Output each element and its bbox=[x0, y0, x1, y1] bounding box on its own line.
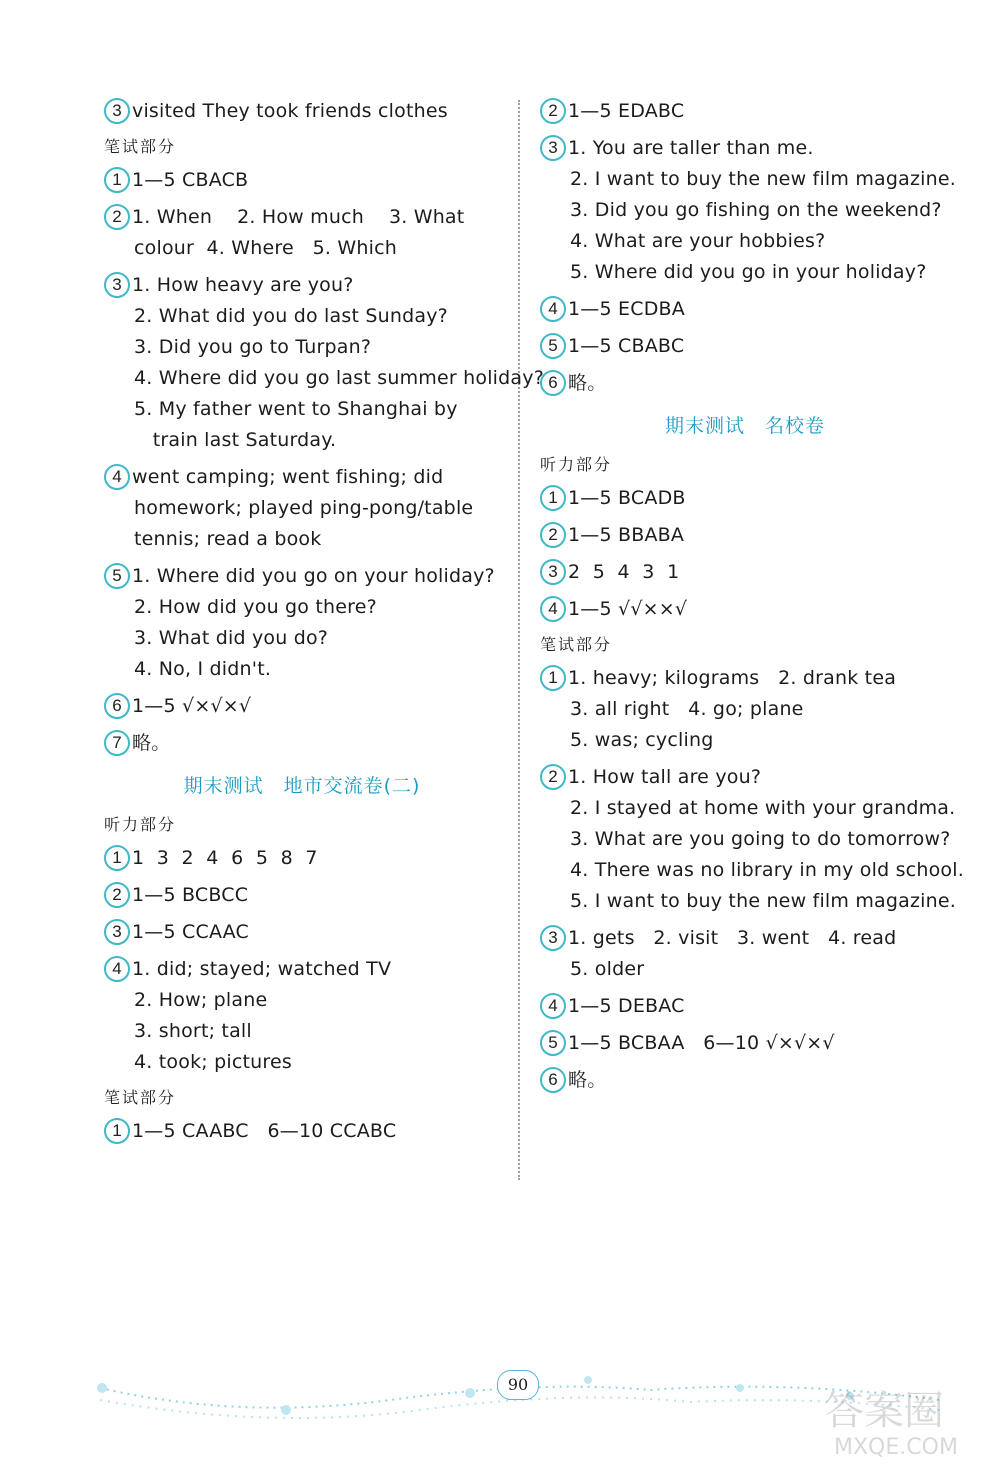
circled-number-icon: 4 bbox=[540, 596, 566, 622]
answer-item bbox=[540, 1065, 950, 1096]
answer-line: 1—5 √×√×√ bbox=[132, 695, 252, 717]
circled-number-icon: 4 bbox=[540, 993, 566, 1019]
answer-item bbox=[104, 1116, 500, 1147]
answer-line: visited They took friends clothes bbox=[132, 100, 448, 122]
circled-number-icon: 5 bbox=[104, 563, 130, 589]
answer-line: 1. How heavy are you? bbox=[132, 274, 354, 296]
answer-item bbox=[540, 520, 950, 551]
answer-line: 5. Where did you go in your holiday? bbox=[570, 261, 927, 283]
answer-item bbox=[540, 294, 950, 325]
circled-number-icon: 1 bbox=[104, 1118, 130, 1144]
circled-number-icon: 3 bbox=[104, 272, 130, 298]
right-top-items bbox=[540, 96, 957, 399]
left-written-items-1 bbox=[104, 165, 544, 759]
answer-line: 3. short; tall bbox=[134, 1020, 252, 1042]
answer-line: 2. I stayed at home with your grandma. bbox=[570, 797, 956, 819]
svg-text:答案圈: 答案圈 bbox=[824, 1388, 944, 1434]
circled-number-icon: 2 bbox=[540, 764, 566, 790]
left-listening-items bbox=[104, 843, 500, 1078]
answer-line: 3. What are you going to do tomorrow? bbox=[570, 828, 951, 850]
answer-line: 4. Where did you go last summer holiday? bbox=[134, 367, 544, 389]
answer-line: 1—5 EDABC bbox=[568, 100, 685, 122]
circled-number-icon: 2 bbox=[540, 522, 566, 548]
section-title: 期末测试 地市交流卷(二) bbox=[183, 775, 421, 797]
answer-line: 1. did; stayed; watched TV bbox=[132, 958, 392, 980]
right-written-items bbox=[540, 663, 964, 1096]
answer-item bbox=[540, 96, 950, 127]
circled-number-icon: 6 bbox=[104, 693, 130, 719]
answer-line: 1—5 BCBAA 6—10 √×√×√ bbox=[568, 1032, 835, 1054]
circled-number-icon: 4 bbox=[104, 464, 130, 490]
answer-item bbox=[540, 368, 950, 399]
answer-line: went camping; went fishing; did bbox=[132, 466, 444, 488]
circled-number-icon: 3 bbox=[540, 925, 566, 951]
left-written-items-2 bbox=[104, 1116, 500, 1147]
answer-line: 4. No, I didn't. bbox=[134, 658, 272, 680]
svg-text:MXQE.COM: MXQE.COM bbox=[834, 1435, 958, 1460]
answer-item bbox=[104, 954, 500, 1078]
circled-number-icon: 3 bbox=[104, 98, 130, 124]
circled-number-icon: 2 bbox=[104, 882, 130, 908]
circled-number-icon: 1 bbox=[104, 845, 130, 871]
answer-line: 5. was; cycling bbox=[570, 729, 714, 751]
answer-item bbox=[540, 991, 950, 1022]
answer-line: 3. What did you do? bbox=[134, 627, 329, 649]
answer-line: 3. Did you go to Turpan? bbox=[134, 336, 372, 358]
answer-line: 1—5 CAABC 6—10 CCABC bbox=[132, 1120, 397, 1142]
answer-item bbox=[104, 691, 500, 722]
right-listening-items bbox=[540, 483, 950, 625]
answer-item bbox=[540, 483, 950, 514]
answer-line: 略。 bbox=[568, 1069, 607, 1091]
written-label: 笔试部分 bbox=[540, 635, 613, 654]
answer-item bbox=[104, 165, 500, 196]
column-divider bbox=[518, 100, 520, 1180]
answer-line: 1—5 CBABC bbox=[568, 335, 685, 357]
left-column bbox=[104, 96, 544, 1153]
answer-item bbox=[104, 462, 500, 555]
circled-number-icon: 4 bbox=[540, 296, 566, 322]
circled-number-icon: 2 bbox=[540, 98, 566, 124]
circled-number-icon: 5 bbox=[540, 333, 566, 359]
answer-line: 5. I want to buy the new film magazine. bbox=[570, 890, 957, 912]
answer-line: 略。 bbox=[568, 372, 607, 394]
written-label: 笔试部分 bbox=[104, 137, 177, 156]
circled-number-icon: 3 bbox=[540, 135, 566, 161]
answer-line: 2. What did you do last Sunday? bbox=[134, 305, 448, 327]
answer-item bbox=[540, 762, 964, 917]
answer-line: 3. Did you go fishing on the weekend? bbox=[570, 199, 942, 221]
answer-line: 1. Where did you go on your holiday? bbox=[132, 565, 495, 587]
answer-item bbox=[540, 923, 950, 985]
right-column bbox=[540, 96, 964, 1102]
page-number: 90 bbox=[497, 1370, 539, 1400]
answer-line: 1. heavy; kilograms 2. drank tea bbox=[568, 667, 897, 689]
answer-item bbox=[104, 917, 500, 948]
answer-line: 1—5 ECDBA bbox=[568, 298, 685, 320]
answer-item bbox=[104, 96, 500, 127]
left-top-items bbox=[104, 96, 500, 127]
answer-line: 2. How did you go there? bbox=[134, 596, 377, 618]
circled-number-icon: 6 bbox=[540, 370, 566, 396]
answer-line: 5. older bbox=[570, 958, 645, 980]
answer-line: 1. When 2. How much 3. What bbox=[132, 206, 465, 228]
circled-number-icon: 4 bbox=[104, 956, 130, 982]
answer-line: 2 5 4 3 1 bbox=[568, 561, 680, 583]
answer-item bbox=[104, 202, 500, 264]
circled-number-icon: 3 bbox=[540, 559, 566, 585]
listening-label: 听力部分 bbox=[104, 815, 177, 834]
answer-item bbox=[104, 561, 500, 685]
answer-line: 2. How; plane bbox=[134, 989, 268, 1011]
answer-line: 1. How tall are you? bbox=[568, 766, 762, 788]
answer-line: 1—5 BCADB bbox=[568, 487, 686, 509]
section-title: 期末测试 名校卷 bbox=[664, 415, 825, 437]
answer-line: 1—5 BBABA bbox=[568, 524, 685, 546]
circled-number-icon: 3 bbox=[104, 919, 130, 945]
answer-line: 1—5 √√××√ bbox=[568, 598, 688, 620]
circled-number-icon: 1 bbox=[104, 167, 130, 193]
circled-number-icon: 1 bbox=[540, 665, 566, 691]
answer-line: 略。 bbox=[132, 732, 171, 754]
listening-label: 听力部分 bbox=[540, 455, 613, 474]
answer-item bbox=[540, 133, 957, 288]
answer-line: 1—5 CCAAC bbox=[132, 921, 250, 943]
answer-item bbox=[540, 557, 950, 588]
circled-number-icon: 2 bbox=[104, 204, 130, 230]
answer-line: 3. all right 4. go; plane bbox=[570, 698, 804, 720]
answer-item bbox=[540, 663, 950, 756]
answer-line: 1—5 CBACB bbox=[132, 169, 249, 191]
answer-item bbox=[104, 843, 500, 874]
answer-item bbox=[104, 728, 500, 759]
answer-item bbox=[104, 880, 500, 911]
circled-number-icon: 6 bbox=[540, 1067, 566, 1093]
answer-line: 1. You are taller than me. bbox=[568, 137, 814, 159]
answer-line: 1—5 DEBAC bbox=[568, 995, 685, 1017]
answer-line: 2. I want to buy the new film magazine. bbox=[570, 168, 957, 190]
answer-line: 1 3 2 4 6 5 8 7 bbox=[132, 847, 318, 869]
answer-line: 4. What are your hobbies? bbox=[570, 230, 826, 252]
answer-line: 1—5 BCBCC bbox=[132, 884, 249, 906]
answer-item bbox=[540, 594, 950, 625]
circled-number-icon: 1 bbox=[540, 485, 566, 511]
answer-item bbox=[540, 1028, 950, 1059]
answer-line: homework; played ping-pong/table bbox=[134, 497, 474, 519]
answer-line: 1. gets 2. visit 3. went 4. read bbox=[568, 927, 897, 949]
answer-line: colour 4. Where 5. Which bbox=[134, 237, 397, 259]
written-label: 笔试部分 bbox=[104, 1088, 177, 1107]
answer-line: train last Saturday. bbox=[134, 429, 337, 451]
watermark-logo bbox=[820, 1380, 980, 1460]
answer-line: 5. My father went to Shanghai by bbox=[134, 398, 458, 420]
answer-line: 4. There was no library in my old school. bbox=[570, 859, 964, 881]
circled-number-icon: 7 bbox=[104, 730, 130, 756]
circled-number-icon: 5 bbox=[540, 1030, 566, 1056]
answer-item bbox=[540, 331, 950, 362]
answer-line: 4. took; pictures bbox=[134, 1051, 292, 1073]
answer-item bbox=[104, 270, 544, 456]
answer-line: tennis; read a book bbox=[134, 528, 322, 550]
